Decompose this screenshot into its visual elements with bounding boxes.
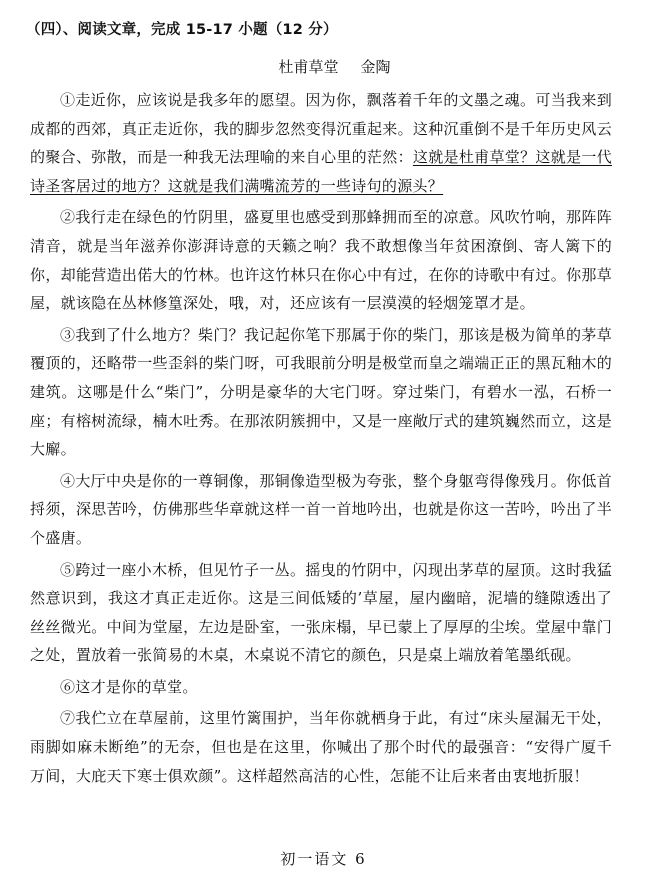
paragraph-2: ②我行走在绿色的竹阴里，盛夏里也感受到那蜂拥而至的凉意。风吹竹响，那阵阵清音，就是当年滋养你澎湃诗意的天籁之响？我不敢想像当年贫困潦倒、寄人篱下的你，却能营造出偌大的竹林。也许这竹林只在你心中有过，在你的诗歌中有过。你那草屋，就该隐在丛林修篁深处，哦，对，还应该有一层漠漠的轻烟笼罩才是。 [30, 208, 612, 313]
paragraph-7: ⑦我伫立在草屋前，这里竹篱围护，当年你就栖身于此，有过“床头屋漏无干处，雨脚如麻未断绝”的无奈，但也是在这里，你喊出了那个时代的最强音：“安得广厦千万间，大庇天下寒士俱欢颜”。这样超然高洁的心性，怎能不让后来者由衷地折服！ [30, 709, 612, 785]
article-body [30, 86, 612, 793]
article-author: 金陶 [360, 58, 391, 76]
paragraph-4: ④大厅中央是你的一尊铜像，那铜像造型极为夸张，整个身躯弯得像残月。你低首捋须，深思苦吟，仿佛那些华章就这样一首一首地吟出，也就是你这一苦吟，吟出了半个盛唐。 [30, 471, 612, 547]
paragraph-1-underlined-text: 这就是杜甫草堂？这就是一代诗圣客居过的地方？这就是我们满嘴流芳的一些诗句的源头？ [30, 148, 612, 195]
article-title: 杜甫草堂 [278, 58, 339, 76]
section-heading: （四）、阅读文章，完成 15-17 小题（12 分） [26, 22, 338, 38]
article-title-line [0, 56, 647, 77]
paragraph-5: ⑤跨过一座小木桥，但见竹子一丛。摇曳的竹阴中，闪现出茅草的屋顶。这时我猛然意识到，我这才真正走近你。这是三间低矮的’草屋，屋内幽暗，泥墙的缝隙透出了丝丝微光。中间为堂屋，左边是卧室，一张床榻，早已蒙上了厚厚的尘埃。堂屋中靠门之处，置放着一张简易的木桌，木桌说不清它的颜色，只是桌上端放着笔墨纸砚。 [30, 560, 612, 665]
page-footer: 初一语文 6 [280, 850, 367, 868]
paragraph-1-text: ①走近你，应该说是我多年的愿望。因为你，飘落着千年的文墨之魂。可当我来到成都的西郊，真正走近你，我的脚步忽然变得沉重起来。这种沉重倒不是千年历史风云的聚合、弥散，而是一种我无法理喻的来自心里的茫然： [30, 91, 612, 167]
paragraph-1 [30, 86, 612, 200]
paragraph-6: ⑥这才是你的草堂。 [60, 677, 198, 696]
paragraph-3: ③我到了什么地方？柴门？我记起你笔下那属于你的柴门，那该是极为简单的茅草覆顶的，还略带一些歪斜的柴门呀，可我眼前分明是极堂而皇之端端正正的黑瓦釉木的建筑。这哪是什么“柴门”，分明是豪华的大宅门呀。穿过柴门，有碧水一泓，石桥一座；有榕树流绿，楠木吐秀。在那浓阴簇拥中，又是一座敞厅式的建筑巍然而立，这是大廨。 [30, 325, 612, 459]
